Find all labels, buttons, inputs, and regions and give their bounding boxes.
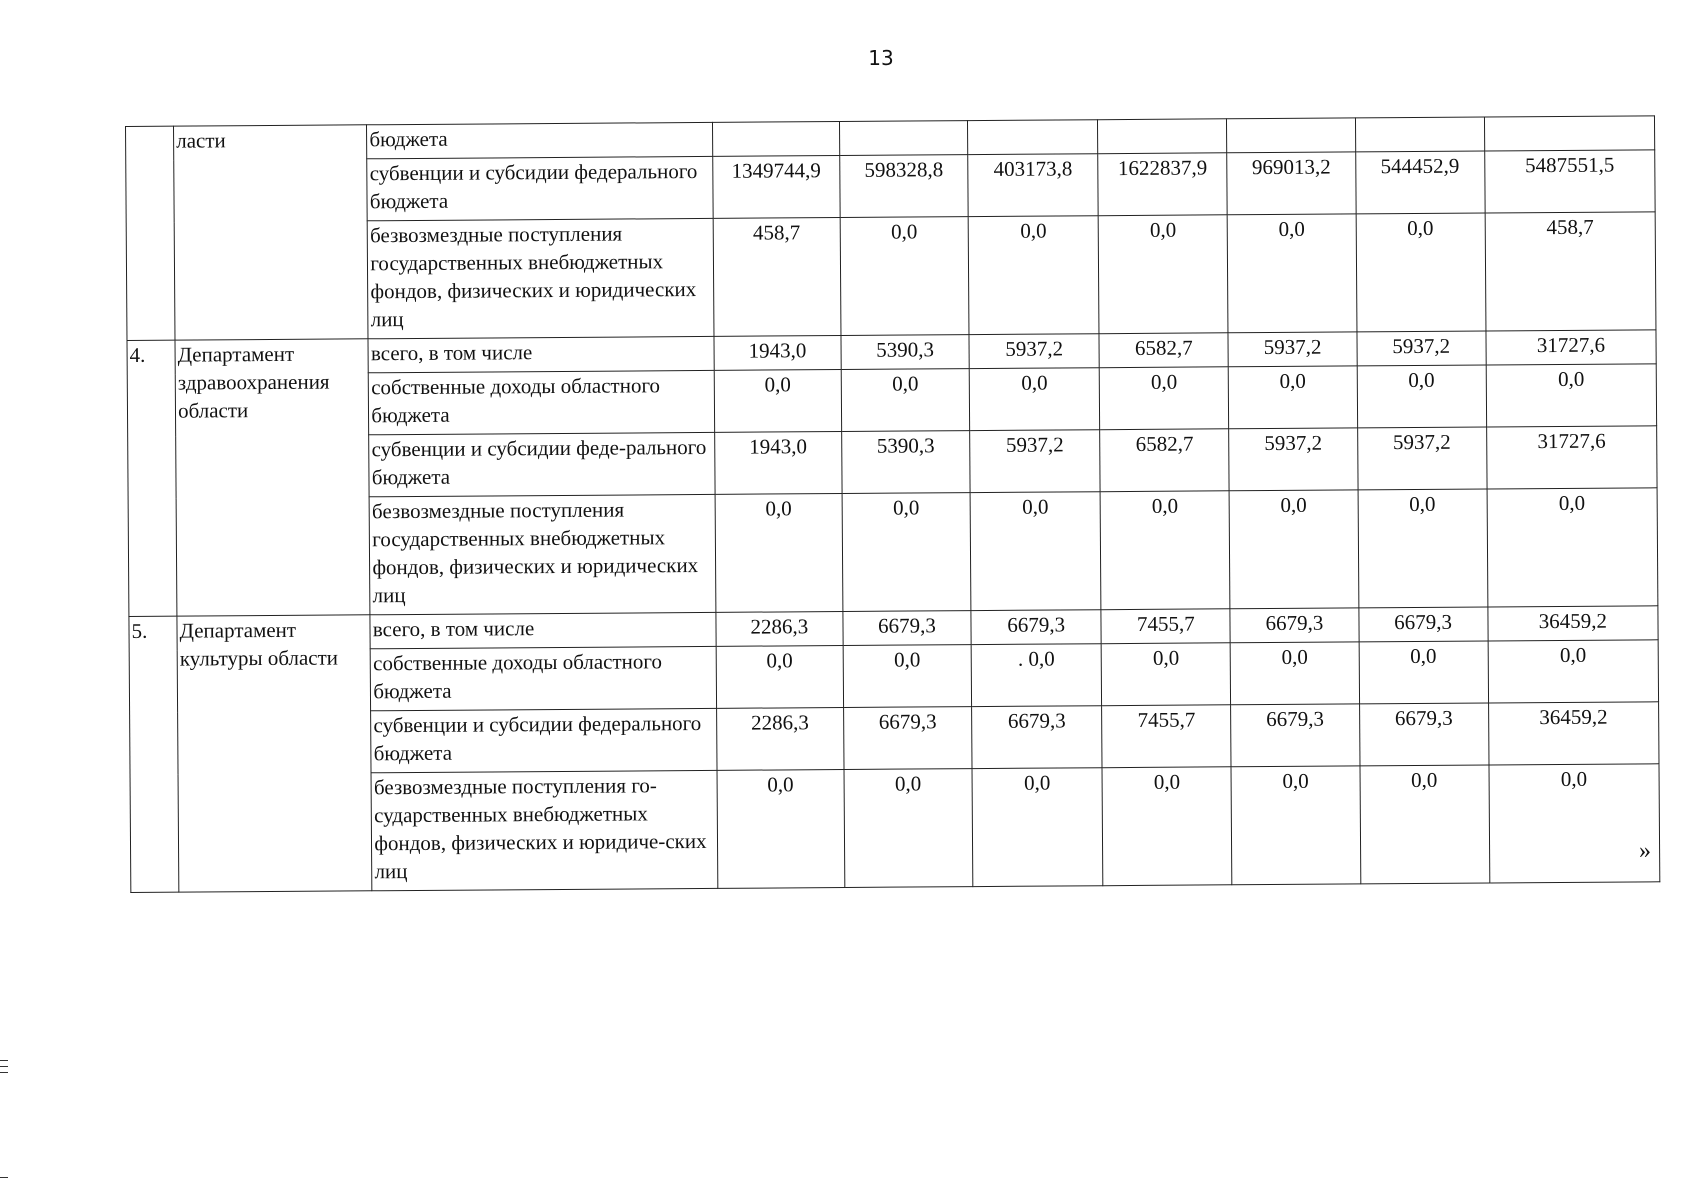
amount-cell: 31727,6 (1486, 426, 1657, 489)
amount-cell: 5937,2 (970, 430, 1101, 493)
amount-cell: 969013,2 (1227, 152, 1356, 215)
amount-cell (1227, 118, 1355, 153)
amount-cell: 0,0 (968, 216, 1099, 335)
amount-cell: 5937,2 (969, 334, 1099, 369)
amount-cell: 0,0 (1487, 488, 1658, 607)
amount-cell: 0,0 (1098, 215, 1228, 334)
amount-cell: 2286,3 (716, 707, 844, 770)
row-number: 4. (127, 340, 177, 616)
margin-mark (0, 1060, 8, 1061)
amount-cell: 0,0 (1228, 214, 1357, 333)
amount-cell (839, 121, 967, 156)
amount-cell: 403173,8 (968, 154, 1099, 217)
closing-quote-mark: » (1639, 838, 1651, 864)
amount-cell: 6679,3 (1359, 703, 1489, 766)
amount-cell (1098, 119, 1227, 154)
amount-cell: 5937,2 (1229, 428, 1358, 491)
amount-cell (1484, 116, 1655, 151)
amount-cell: 6679,3 (1358, 607, 1487, 642)
amount-cell: 6679,3 (972, 706, 1103, 769)
amount-cell: 0,0 (840, 217, 969, 336)
amount-cell: 6679,3 (843, 707, 972, 770)
amount-cell: 598328,8 (840, 155, 969, 218)
amount-cell: 6679,3 (843, 611, 971, 646)
amount-cell: 0,0 (1231, 766, 1360, 885)
budget-table (125, 115, 1660, 893)
funding-source: всего, в том числе (370, 612, 716, 648)
row-number (126, 126, 176, 340)
amount-cell: 0,0 (1360, 765, 1490, 884)
funding-source: собственные доходы областного бюджета (369, 370, 715, 434)
amount-cell: 0,0 (1100, 491, 1230, 610)
funding-source: субвенции и субсидии федерального бюджета (371, 708, 717, 772)
amount-cell (712, 122, 839, 157)
amount-cell: 0,0 (1099, 367, 1229, 430)
amount-cell: 7455,7 (1102, 705, 1232, 768)
amount-cell: 0,0 (1486, 364, 1657, 427)
amount-cell: 5937,2 (1228, 332, 1356, 367)
department-name: Департамент здравоохранения области (175, 339, 370, 616)
amount-cell: 458,7 (713, 218, 841, 337)
amount-cell: 0,0 (1229, 490, 1358, 609)
amount-cell: 0,0 (844, 769, 973, 888)
amount-cell: 6679,3 (1231, 704, 1360, 767)
amount-cell: 1349744,9 (712, 156, 840, 219)
amount-cell: 36459,2 (1488, 606, 1659, 641)
amount-cell: 31727,6 (1486, 330, 1657, 365)
funding-source: бюджета (367, 122, 713, 158)
amount-cell: 0,0 (1357, 365, 1487, 428)
page-number: 13 (868, 46, 894, 70)
amount-cell: 0,0 (1358, 489, 1488, 608)
amount-cell: 1943,0 (714, 336, 841, 371)
amount-cell: 0,0 (1488, 640, 1659, 703)
amount-cell: 6679,3 (1230, 608, 1358, 643)
amount-cell: 0,0 (717, 769, 845, 888)
amount-cell: 2286,3 (716, 612, 843, 647)
amount-cell: 0,0 (1489, 764, 1660, 883)
amount-cell: 0,0 (841, 369, 970, 432)
row-number: 5. (129, 616, 179, 892)
funding-source: безвозмездные поступления государственных внебюджетных фондов, физических и юридических лиц (367, 218, 713, 338)
funding-source: безвозмездные поступления государственных внебюджетных фондов, физических и юридических лиц (369, 494, 715, 614)
margin-mark (0, 1177, 8, 1178)
amount-cell: 5390,3 (842, 431, 971, 494)
amount-cell: 0,0 (1229, 366, 1358, 429)
amount-cell: 0,0 (972, 768, 1103, 887)
funding-source: субвенции и субсидии федерального бюджета (367, 156, 713, 220)
margin-mark (0, 1072, 8, 1073)
table-body (126, 116, 1660, 893)
amount-cell: 0,0 (715, 494, 843, 613)
funding-source: безвозмездные поступления го-сударственных внебюджетных фондов, физических и юридиче-ских лиц (371, 770, 717, 890)
amount-cell: 0,0 (716, 645, 844, 708)
amount-cell: 5937,2 (1356, 331, 1485, 366)
amount-cell: 0,0 (842, 493, 971, 612)
amount-cell: 0,0 (1102, 767, 1232, 886)
amount-cell: 458,7 (1485, 212, 1656, 331)
amount-cell (968, 120, 1098, 155)
department-name: Департамент культуры области (177, 615, 372, 892)
amount-cell: 0,0 (714, 370, 842, 433)
funding-source: всего, в том числе (368, 336, 714, 372)
amount-cell: 0,0 (1101, 643, 1231, 706)
margin-mark (0, 1066, 8, 1067)
funding-source: субвенции и субсидии феде-рального бюджета (369, 432, 715, 496)
amount-cell: 0,0 (1231, 642, 1360, 705)
amount-cell: 6582,7 (1100, 429, 1230, 492)
amount-cell: 0,0 (1359, 641, 1489, 704)
amount-cell: 0,0 (843, 645, 972, 708)
department-name: ласти (174, 125, 369, 340)
amount-cell: . 0,0 (971, 644, 1102, 707)
amount-cell: 6582,7 (1099, 333, 1228, 368)
amount-cell: 0,0 (970, 492, 1101, 611)
amount-cell: 1943,0 (714, 432, 842, 495)
amount-cell: 5390,3 (841, 335, 969, 370)
amount-cell: 6679,3 (971, 610, 1101, 645)
amount-cell (1355, 117, 1484, 152)
amount-cell: 7455,7 (1101, 609, 1230, 644)
amount-cell: 1622837,9 (1098, 153, 1228, 216)
amount-cell: 36459,2 (1488, 702, 1659, 765)
amount-cell: 544452,9 (1355, 151, 1485, 214)
amount-cell: 5487551,5 (1484, 150, 1655, 213)
amount-cell: 5937,2 (1357, 427, 1487, 490)
amount-cell: 0,0 (969, 368, 1100, 431)
amount-cell: 0,0 (1356, 213, 1486, 332)
funding-source: собственные доходы областного бюджета (370, 646, 716, 710)
